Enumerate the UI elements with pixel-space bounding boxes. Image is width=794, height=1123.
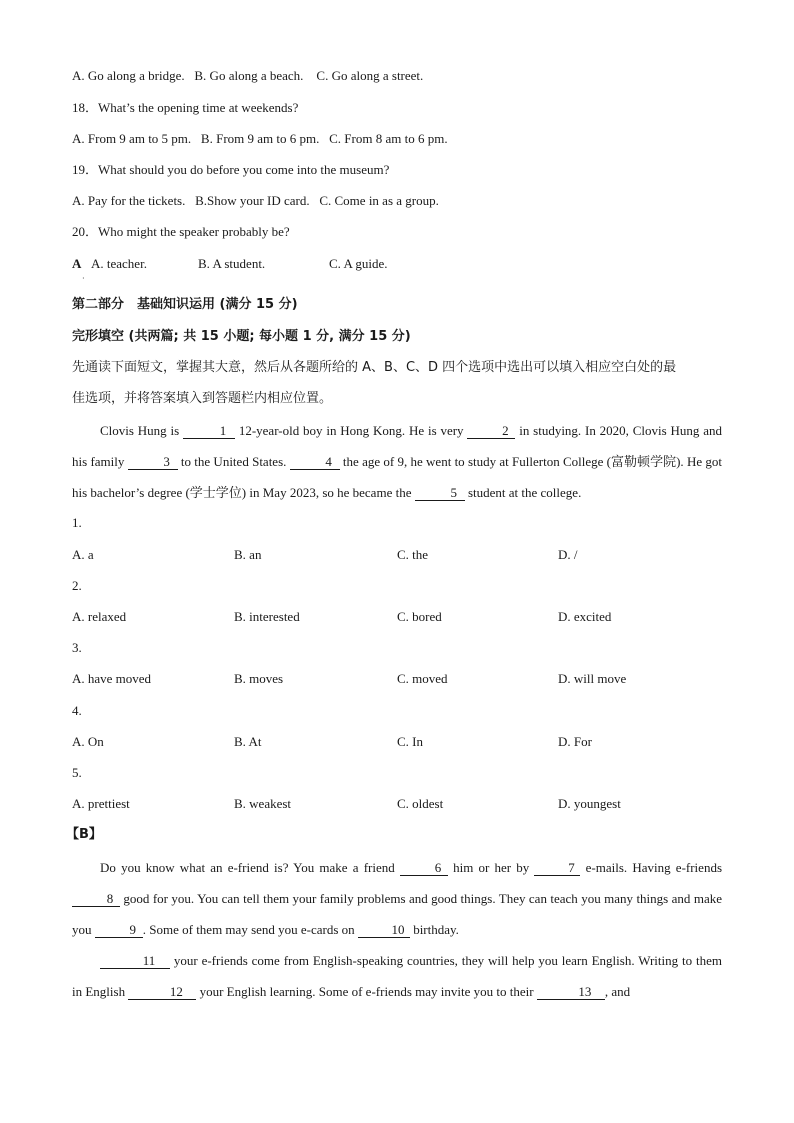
item-option: A. have moved	[72, 671, 152, 686]
q17-options	[72, 68, 423, 84]
q18-options	[72, 131, 448, 147]
item-option: B. an	[234, 547, 262, 562]
blank-7: 7	[534, 861, 580, 876]
passage-b-text: e-mails. Having e-friends	[580, 860, 723, 875]
passage-b-text: him or her by	[447, 860, 535, 875]
cloze-instruction-line1: 先通读下面短文，掌握其大意，然后从各题所给的 A、B、C、D 四个选项中选出可以填入相应空白处的最	[72, 360, 677, 375]
item-option: D. youngest	[558, 796, 621, 811]
passage-a-text: student at the college.	[464, 485, 582, 500]
cloze-instruction-line2: 佳选项，并将答案填入到答题栏内相应位置。	[72, 391, 333, 406]
q18-stem: 18．What’s the opening time at weekends?	[72, 100, 299, 115]
item-number: 1.	[72, 515, 82, 530]
item-option: A. relaxed	[72, 609, 127, 624]
q20-prefix: A	[72, 256, 82, 271]
blank-13: 13	[537, 985, 605, 1000]
item-option: D. /	[558, 547, 578, 562]
item-option: D. will move	[558, 671, 627, 686]
q19-stem: 19．What should you do before you come into the museum?	[72, 162, 390, 177]
passage-b-paragraph-1	[72, 852, 722, 945]
passage-a	[72, 415, 722, 508]
q18-option-c: C. From 8 am to 6 pm.	[329, 131, 448, 146]
passage-b-text: , and	[604, 984, 631, 999]
passage-b-text: birthday.	[409, 922, 459, 937]
blank-9: 9	[95, 923, 143, 938]
item-option: C. bored	[397, 609, 442, 624]
blank-6: 6	[400, 861, 448, 876]
item-option: B. At	[234, 734, 262, 749]
passage-b-text: your English learning. Some of e-friends may invite you to their	[196, 984, 537, 999]
item-option: B. moves	[234, 671, 284, 686]
item-number: 3.	[72, 640, 82, 655]
q20-option-a: A. teacher.	[91, 256, 147, 271]
passage-b-text: good for you. You can tell them your family problems and good things. They can teach you many things and make you	[72, 891, 722, 937]
blank-5: 5	[415, 486, 465, 501]
passage-b-paragraph-2	[72, 945, 722, 1007]
q17-option-c: C. Go along a street.	[316, 68, 424, 83]
item-option: C. moved	[397, 671, 448, 686]
cloze-title: 完形填空 (共两篇; 共 15 小题; 每小题 1 分, 满分 15 分)	[72, 329, 411, 344]
q19-option-b: B.Show your ID card.	[195, 193, 310, 208]
q20-option-b: B. A student.	[198, 256, 266, 271]
item-option: B. interested	[234, 609, 300, 624]
q18-option-a: A. From 9 am to 5 pm.	[72, 131, 192, 146]
passage-b-text: Do you know what an e-friend is? You make a friend	[100, 860, 400, 875]
part2-title: 第二部分 基础知识运用 (满分 15 分)	[72, 297, 298, 312]
blank-10: 10	[358, 923, 410, 938]
section-b-label: 【B】	[66, 827, 102, 842]
dot-mark: ·	[82, 274, 85, 283]
passage-a-text: to the United States.	[177, 454, 290, 469]
passage-a-text: 12-year-old boy in Hong Kong. He is very	[235, 423, 468, 438]
item-option: B. weakest	[234, 796, 292, 811]
q19-option-a: A. Pay for the tickets.	[72, 193, 186, 208]
q19-option-c: C. Come in as a group.	[319, 193, 439, 208]
blank-4: 4	[290, 455, 340, 470]
passage-a-text: in studying. In 2020, Clovis Hung and his family	[72, 423, 723, 469]
item-option: A. On	[72, 734, 104, 749]
passage-a-text: Clovis Hung is	[100, 423, 183, 438]
passage-b-text: . Some of them may send you e-cards on	[142, 922, 358, 937]
item-option: D. For	[558, 734, 592, 749]
blank-1: 1	[183, 424, 235, 439]
blank-12: 12	[128, 985, 196, 1000]
blank-3: 3	[128, 455, 178, 470]
q19-options	[72, 193, 439, 209]
q17-option-a: A. Go along a bridge.	[72, 68, 185, 83]
q20-stem: 20．Who might the speaker probably be?	[72, 224, 290, 239]
passage-b-text: your e-friends come from English-speaking countries, they will help you learn English. Writing to them in English	[72, 953, 722, 999]
passage-a-text: the age of 9, he went to study at Fullerton College (富勒顿学院). He got his bachelor’s degree (学士学位) in May 2023, so he became the	[72, 454, 722, 500]
item-option: A. prettiest	[72, 796, 130, 811]
item-option: C. the	[397, 547, 429, 562]
item-number: 5.	[72, 765, 82, 780]
item-number: 2.	[72, 578, 82, 593]
q17-option-b: B. Go along a beach.	[194, 68, 304, 83]
q18-option-b: B. From 9 am to 6 pm.	[200, 131, 320, 146]
item-option: C. oldest	[397, 796, 444, 811]
item-number: 4.	[72, 703, 82, 718]
item-option: D. excited	[558, 609, 612, 624]
item-option: C. In	[397, 734, 423, 749]
blank-11: 11	[100, 954, 170, 969]
q20-option-c: C. A guide.	[329, 256, 388, 271]
item-option: A. a	[72, 547, 94, 562]
blank-8: 8	[72, 892, 120, 907]
blank-2: 2	[467, 424, 515, 439]
